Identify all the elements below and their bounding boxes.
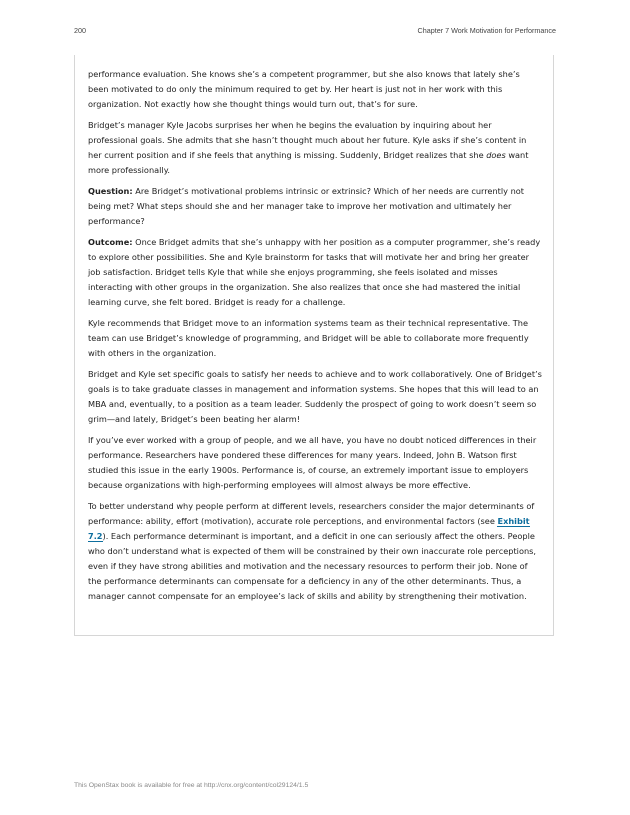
outcome-label: Outcome: bbox=[88, 237, 133, 247]
paragraph-6-text: Bridget and Kyle set specific goals to satisfy her needs to achieve and to work collaboratively. One of Bridget’s goals is to take graduate classes in management and information systems. She hopes that this will lead to an MBA and, eventually, to a position as a team leader. Suddenly the prospect of going to work doesn’t seem so grim—and lately, Bridget’s been beating her alarm! bbox=[88, 369, 542, 424]
paragraph-2-tail: want more professionally. bbox=[88, 150, 529, 175]
paragraph-8 bbox=[88, 499, 542, 604]
page-footer: This OpenStax book is available for free at http://cnx.org/content/col29124/1.5 bbox=[74, 782, 309, 789]
outcome-paragraph bbox=[88, 235, 542, 310]
paragraph-8-text: To better understand why people perform at different levels, researchers consider the major determinants of performance: ability, effort (motivation), accurate role perceptions, and environmental factors (see bbox=[88, 501, 535, 526]
question-paragraph bbox=[88, 184, 542, 229]
exhibit-7-2-link[interactable]: Exhibit 7.2 bbox=[88, 516, 530, 541]
feature-box bbox=[74, 55, 554, 636]
feature-box-content bbox=[88, 67, 542, 610]
paragraph-2 bbox=[88, 118, 542, 178]
paragraph-1 bbox=[88, 67, 542, 112]
question-text: Are Bridget’s motivational problems intrinsic or extrinsic? Which of her needs are currently not being met? What steps should she and her manager take to improve her motivation and ultimately her performance? bbox=[88, 186, 525, 226]
paragraph-7-text: If you’ve ever worked with a group of people, and we all have, you have no doubt noticed differences in their performance. Researchers have pondered these differences for many years. Indeed, John B. Watson first studied this issue in the early 1900s. Performance is, of course, an extremely important issue to employers because organizations with high-performing employees will almost always be more effective. bbox=[88, 435, 537, 490]
running-head: Chapter 7 Work Motivation for Performance bbox=[417, 26, 556, 35]
emphasis-does: does bbox=[486, 150, 506, 160]
paragraph-7 bbox=[88, 433, 542, 493]
paragraph-2-text: Bridget’s manager Kyle Jacobs surprises her when he begins the evaluation by inquiring about her professional goals. She admits that she hasn’t thought much about her future. Kyle asks if she’s content in her current position and if she feels that anything is missing. Suddenly, Bridget realizes that she bbox=[88, 120, 527, 160]
paragraph-8-tail: ). Each performance determinant is important, and a deficit in one can seriously affect the others. People who don’t understand what is expected of them will be constrained by their own inaccurate role perceptions, even if they have strong abilities and motivation and the necessary resources to perform their job. None of the performance determinants can compensate for a deficiency in any of the other determinants. Thus, a manager cannot compensate for an employee’s lack of skills and ability by strengthening their motivation. bbox=[88, 531, 537, 601]
paragraph-1-text: performance evaluation. She knows she’s a competent programmer, but she also knows that lately she’s been motivated to do only the minimum required to get by. Her heart is just not in her work with this organization. Not exactly how she thought things would turn out, that’s for sure. bbox=[88, 69, 520, 109]
paragraph-5-text: Kyle recommends that Bridget move to an information systems team as their technical representative. The team can use Bridget’s knowledge of programming, and Bridget will be able to collaborate more frequently with others in the organization. bbox=[88, 318, 529, 358]
outcome-text: Once Bridget admits that she’s unhappy with her position as a computer programmer, she’s ready to explore other possibilities. She and Kyle brainstorm for tasks that will motivate her and bring her greater job satisfaction. Bridget tells Kyle that while she enjoys programming, she feels isolated and misses interacting with other groups in the organization. She also realizes that once she had mastered the initial learning curve, she felt bored. Bridget is ready for a challenge. bbox=[88, 237, 541, 307]
paragraph-6 bbox=[88, 367, 542, 427]
paragraph-5 bbox=[88, 316, 542, 361]
page-header bbox=[0, 26, 630, 38]
page-number: 200 bbox=[74, 26, 86, 35]
question-label: Question: bbox=[88, 186, 133, 196]
